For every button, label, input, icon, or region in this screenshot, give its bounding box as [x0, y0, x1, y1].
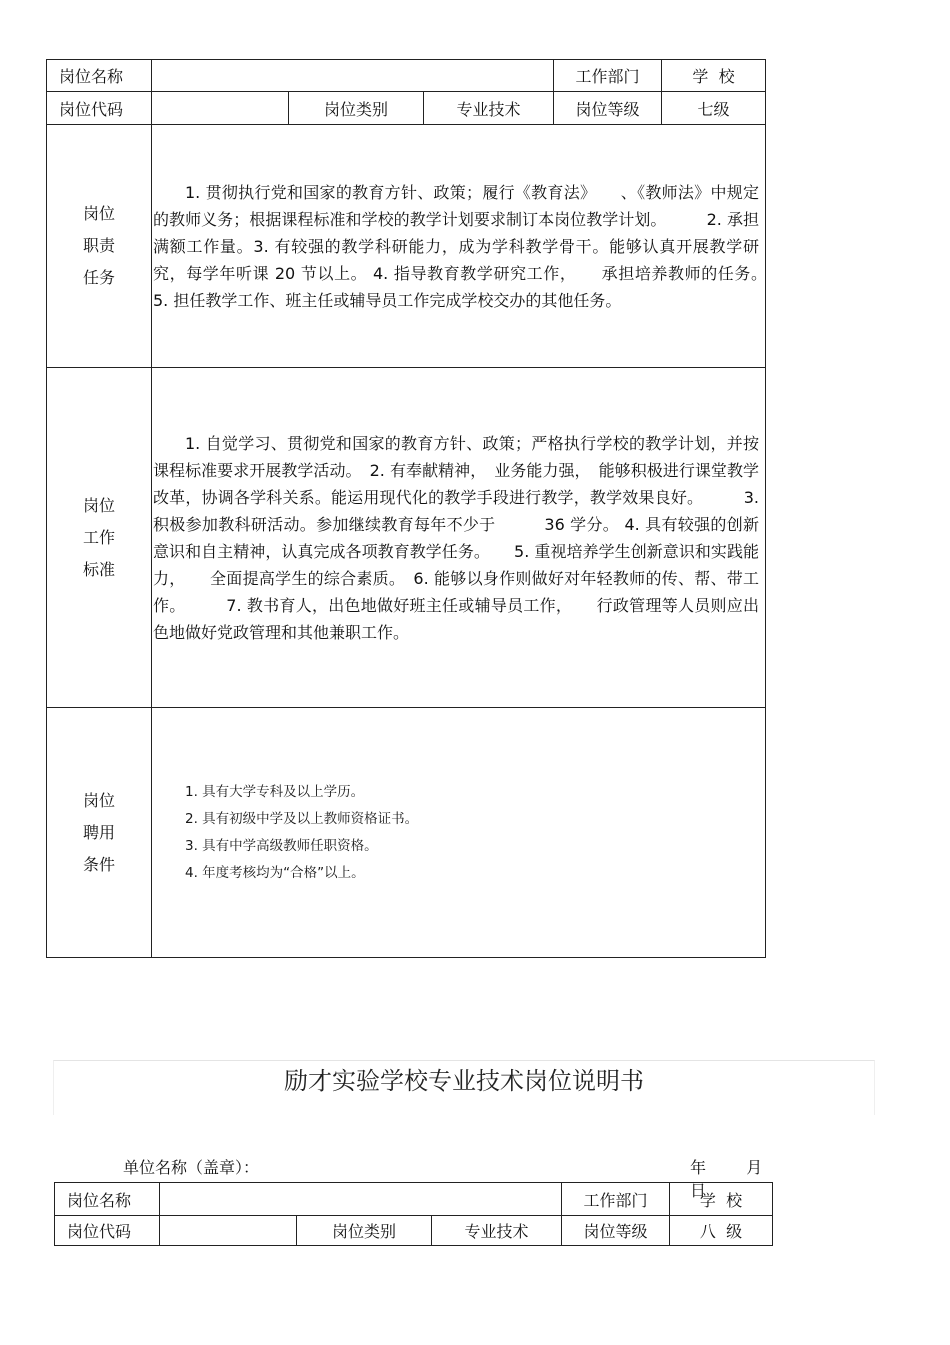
post-name-label: 岗位名称 [47, 60, 152, 92]
month-label: 月 [746, 1158, 763, 1177]
document-title: 励才实验学校专业技术岗位说明书 [53, 1060, 875, 1115]
standards-label: 岗位 工作 标准 [47, 368, 152, 708]
condition-item: 3. 具有中学高级教师任职资格。 [185, 837, 378, 854]
post-name-label: 岗位名称 [55, 1183, 160, 1216]
condition-item: 2. 具有初级中学及以上教师资格证书。 [185, 810, 419, 827]
dept-value: 学 校 [662, 60, 766, 92]
condition-item: 1. 具有大学专科及以上学历。 [185, 783, 365, 800]
grade-label: 岗位等级 [562, 1216, 670, 1246]
post-spec-table-2 [54, 1182, 773, 1246]
dept-label: 工作部门 [554, 60, 662, 92]
grade-value: 八 级 [670, 1216, 773, 1246]
post-code-label: 岗位代码 [55, 1216, 160, 1246]
post-code-label: 岗位代码 [47, 92, 152, 125]
post-code-value [160, 1216, 297, 1246]
category-value: 专业技术 [432, 1216, 562, 1246]
category-value: 专业技术 [424, 92, 554, 125]
unit-label: 单位名称（盖章）： [123, 1158, 260, 1177]
duties-text: 1. 贯彻执行党和国家的教育方针、政策；履行《教育法》 、《教师法》中规定的教师义务；根据课程标准和学校的教学计划要求制订本岗位教学计划。 2. 承担满额工作量。3. 有较强的教学科研能力，成为学科教学骨干。能够认真开展教学研究，每学年听课 20 节以上。 4. 指导教育教学研究工作， 承担培养教师的任务。 5. 担任教学工作、班主任或辅导员工作完成学校交办的其他任务。 [152, 125, 766, 368]
post-code-value [152, 92, 289, 125]
category-label: 岗位类别 [297, 1216, 432, 1246]
post-spec-table-1 [46, 59, 776, 958]
dept-value: 学 校 [670, 1183, 773, 1216]
year-label: 年 [690, 1158, 707, 1177]
post-name-value [152, 60, 554, 92]
condition-item: 4. 年度考核均为“合格”以上。 [185, 864, 365, 881]
grade-label: 岗位等级 [554, 92, 662, 125]
conditions-list [152, 708, 766, 958]
grade-value: 七级 [662, 92, 766, 125]
conditions-label: 岗位 聘用 条件 [47, 708, 152, 958]
category-label: 岗位类别 [289, 92, 424, 125]
post-name-value [160, 1183, 562, 1216]
standards-text: 1. 自觉学习、贯彻党和国家的教育方针、政策；严格执行学校的教学计划，并按课程标准要求开展教学活动。 2. 有奉献精神， 业务能力强， 能够积极进行课堂教学改革，协调各学科关系。能运用现代化的教学手段进行教学，教学效果良好。 3. 积极参加教科研活动。参加继续教育每年不少于 36 学分。 4. 具有较强的创新意识和自主精神，认真完成各项教育教学任务。 5. 重视培养学生创新意识和实践能力， 全面提高学生的综合素质。 6. 能够以身作则做好对年轻教师的传、帮、带工作。 7. 教书育人，出色地做好班主任或辅导员工作， 行政管理等人员则应出色地做好党政管理和其他兼职工作。 [152, 368, 766, 708]
day-label: 日 [690, 1181, 707, 1200]
dept-label: 工作部门 [562, 1183, 670, 1216]
duties-label: 岗位 职责 任务 [47, 125, 152, 368]
